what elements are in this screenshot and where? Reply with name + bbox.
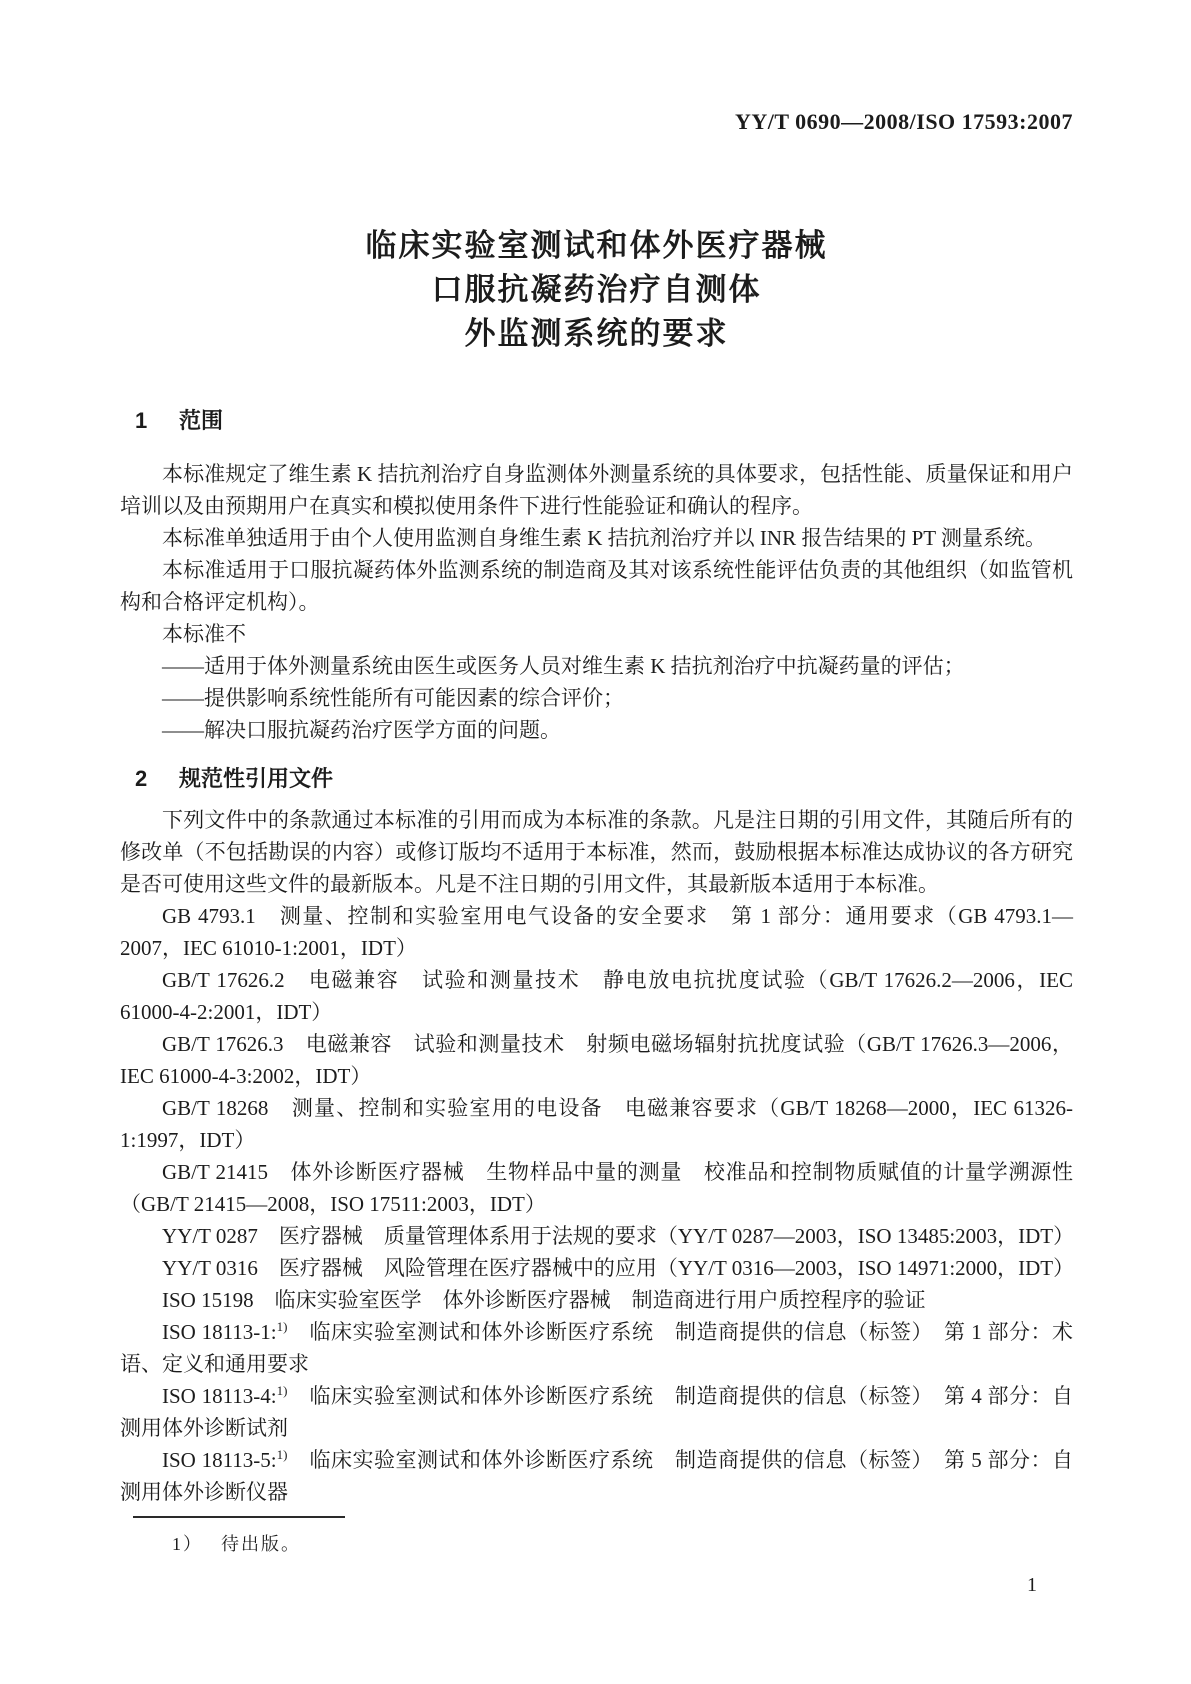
reference-text: GB/T 17626.2 电磁兼容 试验和测量技术 静电放电抗扰度试验（GB/T 17626.2—2006，IEC 61000-4-2:2001，IDT） — [120, 968, 1073, 1024]
section-2-number: 2 — [135, 766, 148, 791]
section-1-number: 1 — [135, 408, 148, 433]
reference-text: GB 4793.1 测量、控制和实验室用电气设备的安全要求 第 1 部分：通用要求（GB 4793.1—2007，IEC 61010-1:2001，IDT） — [120, 904, 1073, 960]
reference-item — [120, 1156, 1073, 1220]
footnote-ref-sup: 1) — [276, 1383, 288, 1398]
section-2-heading-text: 规范性引用文件 — [179, 766, 334, 791]
page-number: 1 — [1027, 1574, 1037, 1596]
reference-text: 临床实验室测试和体外诊断医疗系统 制造商提供的信息（标签） 第 4 部分：自测用体外诊断试剂 — [120, 1384, 1073, 1440]
paragraph-text: 本标准适用于口服抗凝药体外监测系统的制造商及其对该系统性能评估负责的其他组织（如监管机构和合格评定机构）。 — [120, 558, 1073, 614]
reference-item — [120, 900, 1073, 964]
reference-item — [120, 1028, 1073, 1092]
footnote-text: 待出版。 — [221, 1534, 301, 1554]
section-1-heading — [120, 406, 1073, 436]
paragraph-text: ——解决口服抗凝药治疗医学方面的问题。 — [162, 718, 561, 742]
document-title — [120, 224, 1073, 356]
reference-item — [120, 1284, 1073, 1316]
reference-text: GB/T 17626.3 电磁兼容 试验和测量技术 射频电磁场辐射抗扰度试验（GB/T 17626.3—2006，IEC 61000-4-3:2002，IDT） — [120, 1032, 1073, 1088]
reference-item — [120, 1252, 1073, 1284]
reference-item — [120, 1220, 1073, 1252]
reference-text: YY/T 0316 医疗器械 风险管理在医疗器械中的应用（YY/T 0316—2003，ISO 14971:2000，IDT） — [162, 1256, 1075, 1280]
paragraph — [120, 554, 1073, 618]
footnote — [172, 1532, 1073, 1556]
paragraph — [120, 522, 1073, 554]
paragraph-text: 本标准不 — [162, 622, 246, 646]
reference-text: ISO 18113-1: — [162, 1320, 277, 1344]
reference-item — [120, 1380, 1073, 1444]
paragraph-text: 下列文件中的条款通过本标准的引用而成为本标准的条款。凡是注日期的引用文件，其随后所有的修改单（不包括勘误的内容）或修订版均不适用于本标准，然而，鼓励根据本标准达成协议的各方研究是否可使用这些文件的最新版本。凡是不注日期的引用文件，其最新版本适用于本标准。 — [120, 808, 1073, 896]
footnote-marker: 1） — [172, 1534, 203, 1554]
paragraph-text: ——提供影响系统性能所有可能因素的综合评价； — [162, 686, 624, 710]
reference-item — [120, 1444, 1073, 1508]
reference-text: ISO 18113-4: — [162, 1384, 277, 1408]
paragraph-text: 本标准规定了维生素 K 拮抗剂治疗自身监测体外测量系统的具体要求，包括性能、质量保证和用户培训以及由预期用户在真实和模拟使用条件下进行性能验证和确认的程序。 — [120, 462, 1073, 518]
reference-text: 临床实验室测试和体外诊断医疗系统 制造商提供的信息（标签） 第 1 部分：术语、定义和通用要求 — [120, 1320, 1073, 1376]
title-line-2: 口服抗凝药治疗自测体 — [431, 272, 762, 307]
title-line-3: 外监测系统的要求 — [464, 316, 729, 351]
reference-item — [120, 1316, 1073, 1380]
reference-text: 临床实验室测试和体外诊断医疗系统 制造商提供的信息（标签） 第 5 部分：自测用体外诊断仪器 — [120, 1448, 1073, 1504]
paragraph — [120, 618, 1073, 650]
dash-list-item — [120, 682, 1073, 714]
reference-item — [120, 964, 1073, 1028]
reference-text: GB/T 21415 体外诊断医疗器械 生物样品中量的测量 校准品和控制物质赋值的计量学溯源性（GB/T 21415—2008，ISO 17511:2003，IDT） — [120, 1160, 1073, 1216]
section-2-heading — [120, 764, 1073, 794]
standard-number-header: YY/T 0690—2008/ISO 17593:2007 — [734, 109, 1073, 134]
reference-item — [120, 1092, 1073, 1156]
paragraph — [120, 804, 1073, 900]
paragraph-text: 本标准单独适用于由个人使用监测自身维生素 K 拮抗剂治疗并以 INR 报告结果的 PT 测量系统。 — [162, 526, 1046, 550]
reference-text: GB/T 18268 测量、控制和实验室用的电设备 电磁兼容要求（GB/T 18268—2000，IEC 61326-1:1997，IDT） — [120, 1096, 1073, 1152]
reference-text: ISO 18113-5: — [162, 1448, 277, 1472]
paragraph-text: ——适用于体外测量系统由医生或医务人员对维生素 K 拮抗剂治疗中抗凝药量的评估； — [162, 654, 965, 678]
footnote-divider — [133, 1516, 345, 1518]
reference-text: YY/T 0287 医疗器械 质量管理体系用于法规的要求（YY/T 0287—2003，ISO 13485:2003，IDT） — [162, 1224, 1075, 1248]
footnote-ref-sup: 1) — [276, 1319, 288, 1334]
dash-list-item — [120, 714, 1073, 746]
dash-list-item — [120, 650, 1073, 682]
footnote-ref-sup: 1) — [276, 1447, 288, 1462]
title-line-1: 临床实验室测试和体外医疗器械 — [365, 228, 828, 263]
reference-text: ISO 15198 临床实验室医学 体外诊断医疗器械 制造商进行用户质控程序的验证 — [162, 1288, 926, 1312]
section-1-heading-text: 范围 — [179, 408, 224, 433]
paragraph — [120, 458, 1073, 522]
